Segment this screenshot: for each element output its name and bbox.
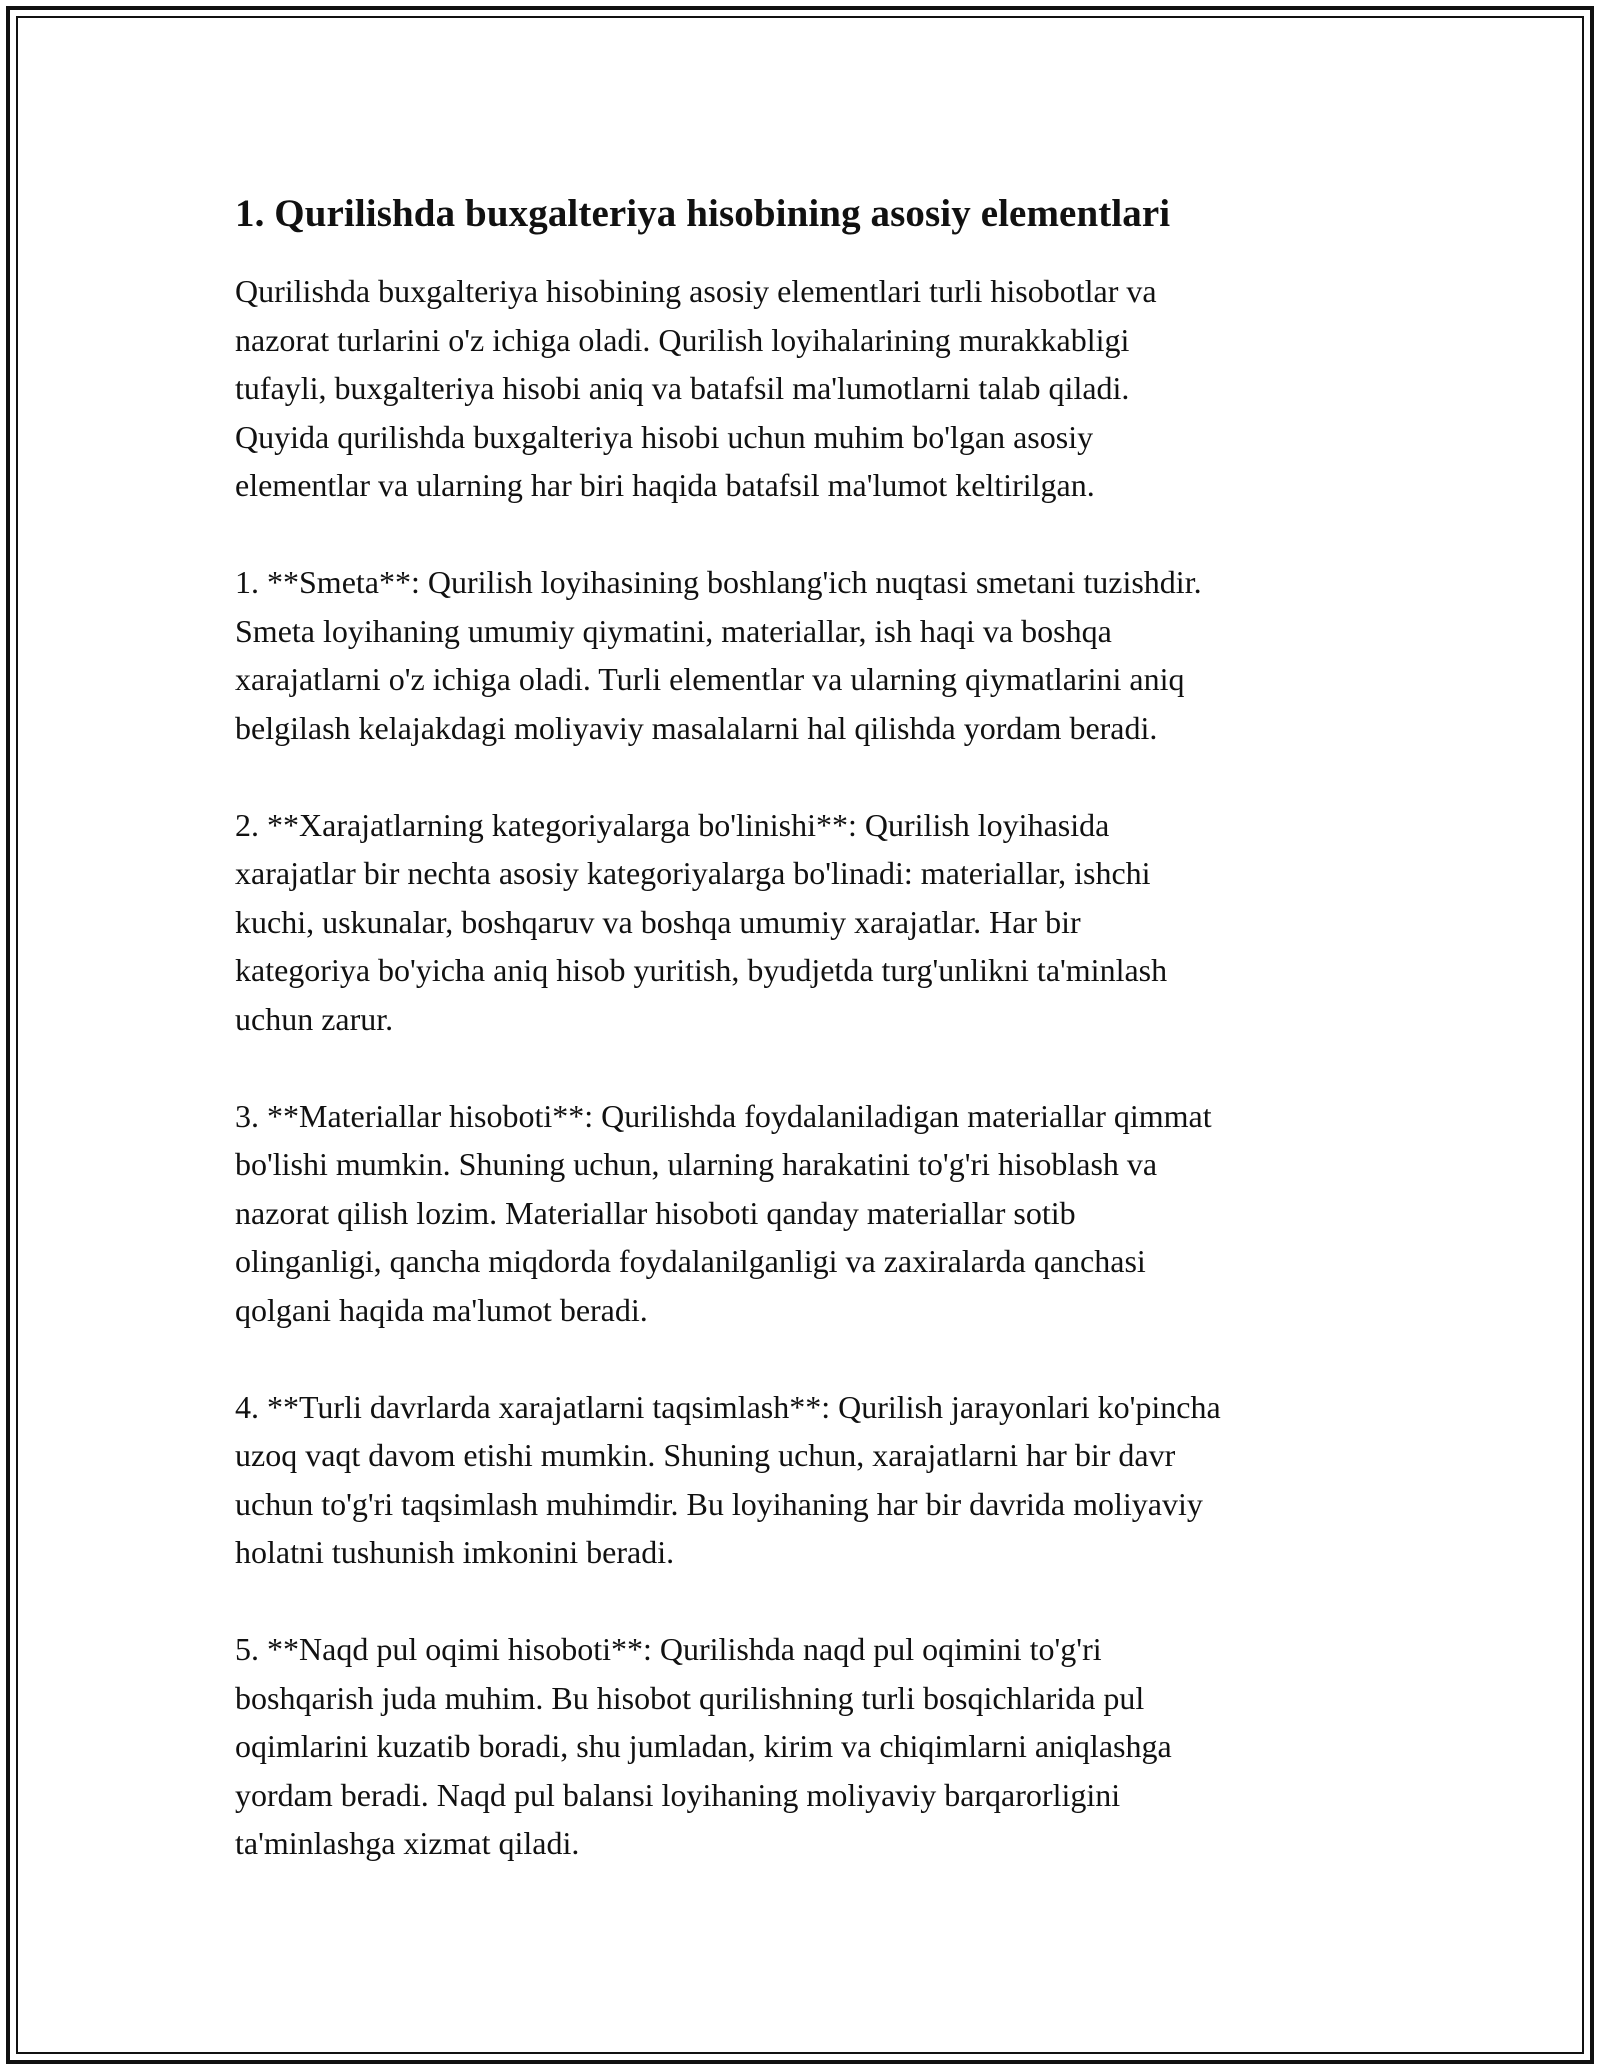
- intro-paragraph: Qurilishda buxgalteriya hisobining asosiy elementlari turli hisobotlar va nazorat turlarini o'z ichiga oladi. Qurilish loyihalarining murakkabligi tufayli, buxgalteriya hisobi aniq va batafsil ma'lumotlarni talab qiladi. Quyida qurilishda buxgalteriya hisobi uchun muhim bo'lgan asosiy elementlar va ularning har biri haqida batafsil ma'lumot keltirilgan.: [235, 273, 1157, 503]
- item-cash-flow-paragraph: 5. **Naqd pul oqimi hisoboti**: Qurilishda naqd pul oqimini to'g'ri boshqarish juda muhim. Bu hisobot qurilishning turli bosqichlarida pul oqimlarini kuzatib boradi, shu jumladan, kirim va chiqimlarni aniqlashga yordam beradi. Naqd pul balansi loyihaning moliyaviy barqarorligini ta'minlashga xizmat qiladi.: [235, 1631, 1172, 1861]
- item-expense-categories-paragraph: 2. **Xarajatlarning kategoriyalarga bo'linishi**: Qurilish loyihasida xarajatlar bir nechta asosiy kategoriyalarga bo'linadi: materiallar, ishchi kuchi, uskunalar, boshqaruv va boshqa umumiy xarajatlar. Har bir kategoriya bo'yicha aniq hisob yuritish, byudjetda turg'unlikni ta'minlash uchun zarur.: [235, 806, 1168, 1037]
- section-heading: 1. Qurilishda buxgalteriya hisobining asosiy elementlari: [235, 192, 1171, 235]
- item-period-allocation-paragraph: 4. **Turli davrlarda xarajatlarni taqsimlash**: Qurilish jarayonlari ko'pincha uzoq vaqt davom etishi mumkin. Shuning uchun, xarajatlarni har bir davr uchun to'g'ri taqsimlash muhimdir. Bu loyihaning har bir davrida moliyaviy holatni tushunish imkonini beradi.: [235, 1388, 1221, 1570]
- document-body: [235, 186, 1375, 1868]
- item-materials-report-paragraph: 3. **Materiallar hisoboti**: Qurilishda foydalaniladigan materiallar qimmat bo'lishi mumkin. Shuning uchun, ularning harakatini to'g'ri hisoblash va nazorat qilish lozim. Materiallar hisoboti qanday materiallar sotib olinganligi, qancha miqdorda foydalanilganligi va zaxiralarda qanchasi qolgani haqida ma'lumot beradi.: [235, 1097, 1212, 1328]
- item-smeta-paragraph: 1. **Smeta**: Qurilish loyihasining boshlang'ich nuqtasi smetani tuzishdir. Smeta loyihaning umumiy qiymatini, materiallar, ish haqi va boshqa xarajatlarni o'z ichiga oladi. Turli elementlar va ularning qiymatlarini aniq belgilash kelajakdagi moliyaviy masalalarni hal qilishda yordam beradi.: [235, 564, 1202, 746]
